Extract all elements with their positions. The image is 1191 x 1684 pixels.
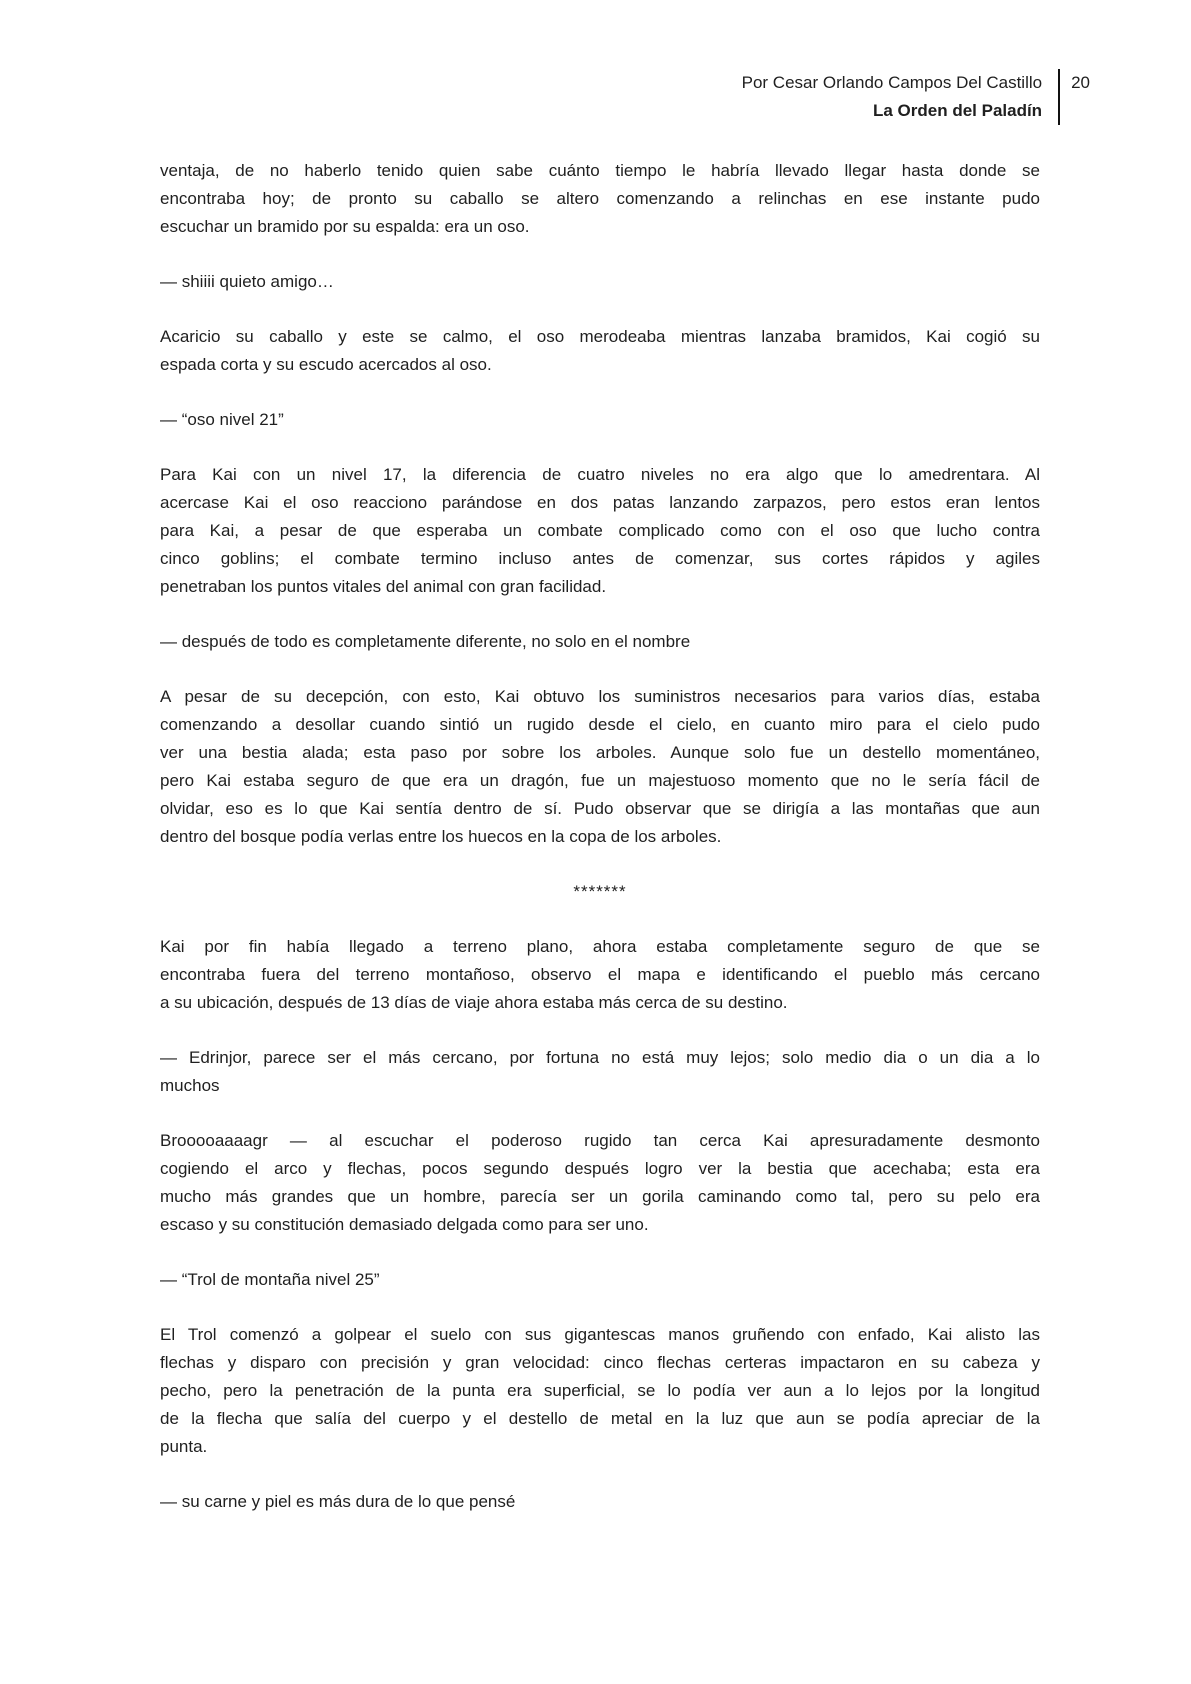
text-line: Acaricio su caballo y este se calmo, el oso merodeaba mientras lanzaba bramidos, Kai cogió su	[160, 327, 1040, 346]
text-line: escaso y su constitución demasiado delgada como para ser uno.	[160, 1215, 649, 1234]
paragraph	[160, 1127, 1040, 1239]
dialogue-paragraph	[160, 1488, 1040, 1516]
section-separator	[160, 878, 1040, 906]
text-line: de la flecha que salía del cuerpo y el destello de metal en la luz que aun se podía apreciar de la	[160, 1409, 1040, 1428]
header-divider-line	[1058, 69, 1060, 125]
text-line: — Edrinjor, parece ser el más cercano, por fortuna no está muy lejos; solo medio dia o un dia a lo	[160, 1048, 1040, 1067]
paragraph	[160, 1321, 1040, 1461]
text-line: espada corta y su escudo acercados al oso.	[160, 355, 492, 374]
header-author: Por Cesar Orlando Campos Del Castillo	[741, 73, 1043, 92]
text-line: Para Kai con un nivel 17, la diferencia de cuatro niveles no era algo que lo amedrentara. Al	[160, 465, 1040, 484]
text-line: A pesar de su decepción, con esto, Kai obtuvo los suministros necesarios para varios días, estaba	[160, 687, 1040, 706]
page-header	[160, 69, 1090, 125]
paragraph	[160, 461, 1040, 601]
paragraph	[160, 323, 1040, 379]
header-text	[742, 69, 1042, 125]
text-line: — shiiii quieto amigo…	[160, 272, 334, 291]
text-line: encontraba hoy; de pronto su caballo se altero comenzando a relinchas en ese instante pudo	[160, 189, 1040, 208]
text-line: flechas y disparo con precisión y gran velocidad: cinco flechas certeras impactaron en su cabeza y	[160, 1353, 1040, 1372]
text-line: ver una bestia alada; esta paso por sobre los arboles. Aunque solo fue un destello momentáneo,	[160, 743, 1040, 762]
text-line: cinco goblins; el combate termino incluso antes de comenzar, sus cortes rápidos y agiles	[160, 549, 1040, 568]
document-body	[160, 157, 1040, 1516]
text-line: para Kai, a pesar de que esperaba un combate complicado como con el oso que lucho contra	[160, 521, 1040, 540]
dialogue-paragraph	[160, 268, 1040, 296]
text-line: mucho más grandes que un hombre, parecía ser un gorila caminando como tal, pero su pelo era	[160, 1187, 1040, 1206]
text-line: muchos	[160, 1076, 220, 1095]
text-line: — “oso nivel 21”	[160, 410, 284, 429]
text-line: cogiendo el arco y flechas, pocos segundo después logro ver la bestia que acechaba; esta era	[160, 1159, 1040, 1178]
dialogue-paragraph	[160, 1266, 1040, 1294]
text-line: — después de todo es completamente diferente, no solo en el nombre	[160, 632, 691, 651]
text-line: escuchar un bramido por su espalda: era un oso.	[160, 217, 530, 236]
text-line: — su carne y piel es más dura de lo que pensé	[160, 1492, 516, 1511]
text-line: a su ubicación, después de 13 días de viaje ahora estaba más cerca de su destino.	[160, 993, 788, 1012]
dialogue-paragraph	[160, 1044, 1040, 1100]
text-line: Kai por fin había llegado a terreno plano, ahora estaba completamente seguro de que se	[160, 937, 1040, 956]
paragraph	[160, 683, 1040, 851]
text-line: — “Trol de montaña nivel 25”	[160, 1270, 380, 1289]
text-line: pecho, pero la penetración de la punta era superficial, se lo podía ver aun a lo lejos por la longitud	[160, 1381, 1040, 1400]
text-line: Brooooaaaagr — al escuchar el poderoso rugido tan cerca Kai apresuradamente desmonto	[160, 1131, 1040, 1150]
text-line: pero Kai estaba seguro de que era un dragón, fue un majestuoso momento que no le sería fácil de	[160, 771, 1040, 790]
dialogue-paragraph	[160, 406, 1040, 434]
text-line: olvidar, eso es lo que Kai sentía dentro de sí. Pudo observar que se dirigía a las montañas que aun	[160, 799, 1040, 818]
text-line: ventaja, de no haberlo tenido quien sabe cuánto tiempo le habría llevado llegar hasta donde se	[160, 161, 1040, 180]
header-book-title: La Orden del Paladín	[872, 101, 1043, 120]
dialogue-paragraph	[160, 628, 1040, 656]
text-line: dentro del bosque podía verlas entre los huecos en la copa de los arboles.	[160, 827, 722, 846]
text-line: punta.	[160, 1437, 208, 1456]
text-line: acercase Kai el oso reacciono parándose en dos patas lanzando zarpazos, pero estos eran lentos	[160, 493, 1040, 512]
text-line: El Trol comenzó a golpear el suelo con sus gigantescas manos gruñendo con enfado, Kai alisto las	[160, 1325, 1040, 1344]
text-line: penetraban los puntos vitales del animal con gran facilidad.	[160, 577, 607, 596]
text-line: comenzando a desollar cuando sintió un rugido desde el cielo, en cuanto miro para el cielo pudo	[160, 715, 1040, 734]
header-page-number: 20	[1071, 73, 1090, 92]
text-line: encontraba fuera del terreno montañoso, observo el mapa e identificando el pueblo más cercano	[160, 965, 1040, 984]
paragraph	[160, 933, 1040, 1017]
text-line: *******	[573, 882, 627, 901]
paragraph	[160, 157, 1040, 241]
